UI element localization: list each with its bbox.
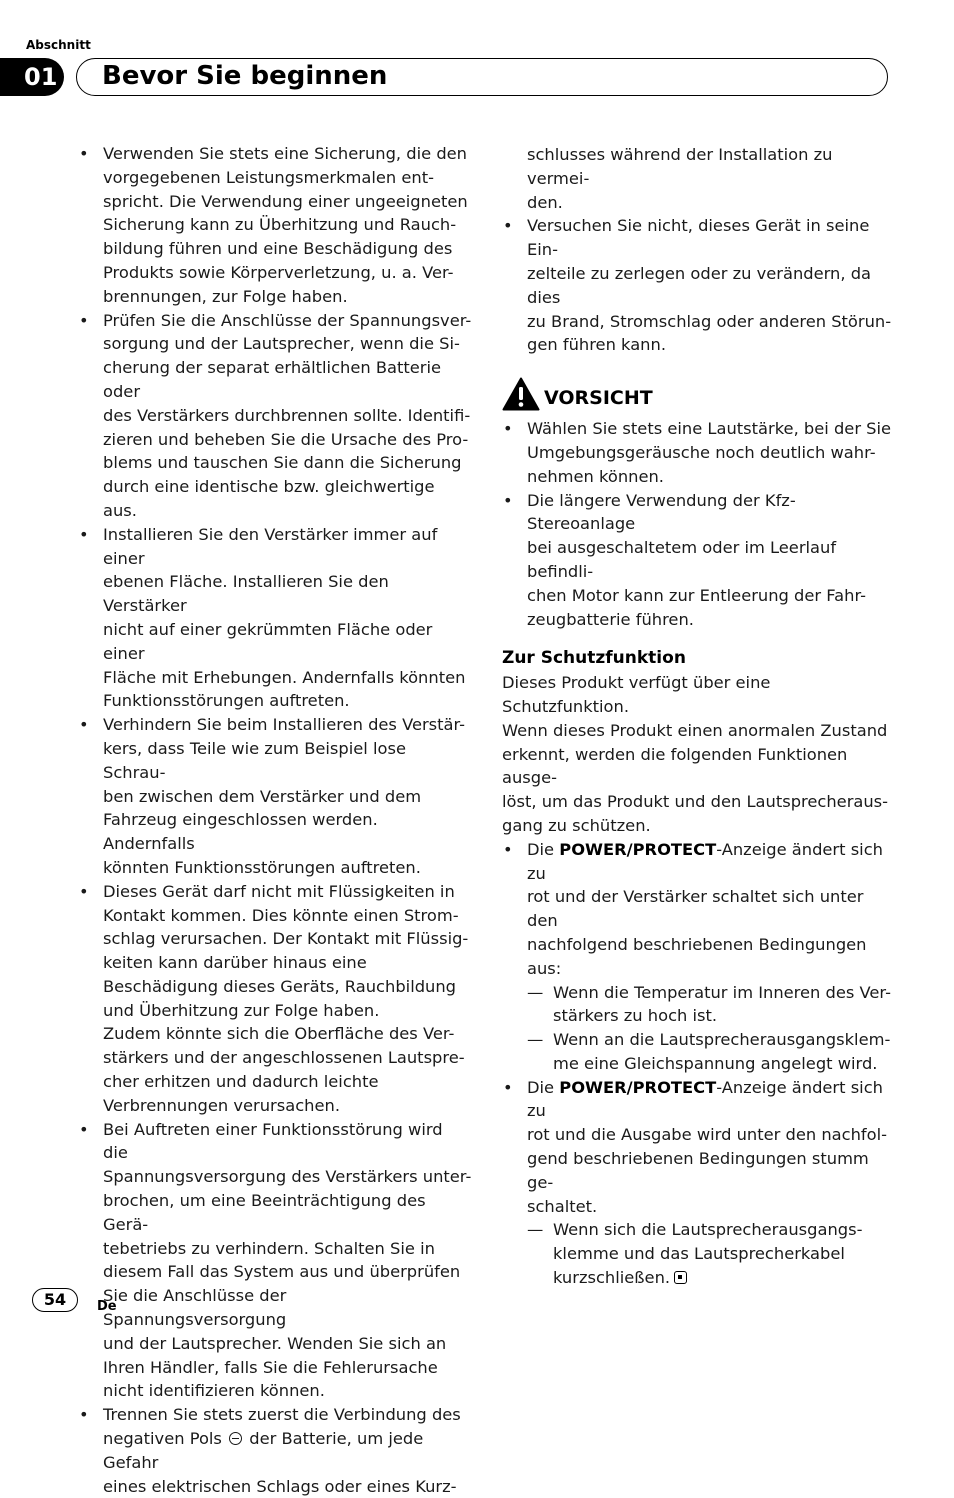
- line: könnten Funktionsstörungen auftreten.: [103, 857, 421, 877]
- line: erkennt, werden die folgenden Funktionen ausge-: [502, 744, 848, 788]
- list-item: [78, 309, 472, 523]
- line: Spannungsversorgung des Verstärkers unter-: [103, 1167, 472, 1187]
- line: des Verstärkers durchbrennen sollte. Identifi-: [103, 405, 471, 425]
- line: eines elektrischen Schlags oder eines Kurz-: [103, 1476, 457, 1496]
- line: und Überhitzung zur Folge haben.: [103, 1000, 380, 1020]
- line: Installieren Sie den Verstärker immer auf einer: [103, 524, 438, 568]
- line: ben zwischen dem Verstärker und dem: [103, 786, 422, 806]
- protection-intro: [502, 671, 894, 838]
- line: brennungen, zur Folge haben.: [103, 286, 348, 306]
- sub-item-lines: [553, 1218, 894, 1266]
- line: Wenn die Temperatur im Inneren des Ver-: [553, 982, 891, 1002]
- line: chen Motor kann zur Entleerung der Fahr-: [527, 585, 866, 605]
- line: Wenn sich die Lautsprecherausgangs-: [553, 1220, 863, 1240]
- line: tebetriebs zu verhindern. Schalten Sie in: [103, 1238, 435, 1258]
- line: zu Brand, Stromschlag oder anderen Störun-: [527, 311, 892, 331]
- end-of-section-icon: [674, 1271, 687, 1284]
- line: rot und die Ausgabe wird unter den nachfol-: [527, 1125, 887, 1145]
- chapter-title: Bevor Sie beginnen: [102, 61, 388, 91]
- line: aus:: [527, 958, 562, 978]
- line: brochen, um eine Beeinträchtigung des Gerä-: [103, 1191, 426, 1234]
- list-item: [502, 1076, 894, 1219]
- bullet: •: [503, 419, 513, 439]
- bullet: •: [79, 715, 89, 735]
- line: Dieses Gerät darf nicht mit Flüssigkeiten in: [103, 881, 455, 901]
- list-item: [502, 214, 894, 357]
- list-item: [78, 1118, 472, 1404]
- list-item: [78, 880, 472, 1118]
- line: bildung führen und eine Beschädigung des: [103, 239, 453, 259]
- list-item: [502, 489, 894, 632]
- line: ebenen Fläche. Installieren Sie den Verstärker: [103, 572, 389, 616]
- line: keiten kann darüber hinaus eine: [103, 953, 367, 973]
- bullet: •: [503, 1077, 513, 1097]
- list-item: [78, 1403, 472, 1498]
- dash: —: [527, 1220, 544, 1240]
- bullet: •: [503, 490, 513, 510]
- line: Umgebungsgeräusche noch deutlich wahr-: [527, 442, 876, 462]
- line: schaltet.: [527, 1196, 598, 1216]
- protection-heading: Zur Schutzfunktion: [502, 648, 686, 669]
- line: gang zu schützen.: [502, 815, 651, 835]
- bullet: •: [79, 310, 89, 330]
- line: Verhindern Sie beim Installieren des Verstär-: [103, 715, 466, 735]
- minus-circle-icon: [229, 1432, 242, 1445]
- line: zeugbatterie führen.: [527, 609, 694, 629]
- line: Sicherung kann zu Überhitzung und Rauch-: [103, 215, 457, 235]
- bullet: •: [503, 216, 513, 236]
- indicator-name: POWER/PROTECT: [559, 1077, 717, 1097]
- text: -Anzeige ändert sich zu: [527, 1077, 883, 1121]
- left-bullet-list: [78, 142, 472, 1403]
- right-column: [502, 143, 894, 1290]
- text: der Batterie, um jede Gefahr: [103, 1429, 424, 1472]
- indicator-name: POWER/PROTECT: [559, 839, 717, 859]
- line: blems und tauschen Sie dann die Sicherung: [103, 453, 462, 473]
- line: Sie die Anschlüsse der Spannungsversorgung: [103, 1286, 287, 1330]
- continued-paragraph: [502, 143, 894, 214]
- section-label: Abschnitt: [26, 38, 91, 52]
- line: zieren und beheben Sie die Ursache des Pro-: [103, 429, 469, 449]
- right-bullet-list: [502, 214, 894, 357]
- line: löst, um das Produkt und den Lautsprecheraus-: [502, 792, 889, 812]
- chapter-title-box: [76, 58, 888, 96]
- line: Prüfen Sie die Anschlüsse der Spannungsver-: [103, 310, 472, 330]
- line: gend beschriebenen Bedingungen stumm ge-: [527, 1149, 869, 1192]
- line: [103, 1427, 472, 1475]
- text: kurzschließen.: [553, 1268, 671, 1288]
- line: Zudem könnte sich die Oberfläche des Ver-: [103, 1024, 455, 1044]
- line: sorgung und der Lautsprecher, wenn die Si-: [103, 334, 460, 354]
- list-item: [78, 523, 472, 713]
- list-item: [78, 142, 472, 309]
- text: negativen Pols: [103, 1429, 222, 1449]
- sub-item: [502, 1028, 894, 1076]
- line: Die längere Verwendung der Kfz-Stereoanlage: [527, 490, 796, 534]
- line: Wenn an die Lautsprecherausgangsklem-: [553, 1030, 891, 1050]
- bullet: •: [79, 881, 89, 901]
- line: cherung der separat erhältlichen Batterie oder: [103, 358, 442, 401]
- bullet: •: [79, 1119, 89, 1139]
- text: -Anzeige ändert sich zu: [527, 839, 883, 883]
- line: Ihren Händler, falls Sie die Fehlerursache: [103, 1357, 438, 1377]
- dash: —: [527, 982, 544, 1002]
- line: Funktionsstörungen auftreten.: [103, 691, 350, 711]
- sub-item: [502, 981, 894, 1029]
- list-item: [78, 713, 472, 880]
- text: Die: [527, 839, 555, 859]
- warning-title: VORSICHT: [544, 387, 653, 410]
- warning-triangle-icon: [502, 377, 540, 411]
- line: Dieses Produkt verfügt über eine Schutzfunktion.: [502, 673, 771, 716]
- text: Die: [527, 1077, 555, 1097]
- line: diesem Fall das System aus und überprüfen: [103, 1262, 461, 1282]
- line: Wählen Sie stets eine Lautstärke, bei der Sie: [527, 419, 892, 439]
- line: klemme und das Lautsprecherkabel: [553, 1244, 845, 1264]
- line: vorgegebenen Leistungsmerkmalen ent-: [103, 167, 434, 187]
- line: spricht. Die Verwendung einer ungeeigneten: [103, 191, 468, 211]
- page-number: 54: [32, 1288, 78, 1312]
- line: schlusses während der Installation zu vermei-: [527, 145, 833, 188]
- line: Versuchen Sie nicht, dieses Gerät in seine Ein-: [527, 216, 870, 260]
- sub-item: [502, 1218, 894, 1289]
- line: bei ausgeschaltetem oder im Leerlauf befindli-: [527, 538, 837, 581]
- item-lines: [527, 885, 894, 980]
- line: nicht identifizieren können.: [103, 1381, 325, 1401]
- line: Kontakt kommen. Dies könnte einen Strom-: [103, 905, 459, 925]
- line: Verbrennungen verursachen.: [103, 1095, 340, 1115]
- line: und der Lautsprecher. Wenden Sie sich an: [103, 1333, 447, 1353]
- warning-list: [502, 417, 894, 631]
- line: [553, 1266, 894, 1290]
- line: [527, 1076, 894, 1124]
- line: zelteile zu zerlegen oder zu verändern, da dies: [527, 263, 872, 307]
- bullet: •: [79, 524, 89, 544]
- line: nachfolgend beschriebenen Bedingungen: [527, 934, 867, 954]
- line: durch eine identische bzw. gleichwertige aus.: [103, 477, 435, 520]
- item-lines: [527, 1123, 894, 1218]
- line: nehmen können.: [527, 466, 664, 486]
- line: kers, dass Teile wie zum Beispiel lose Schrau-: [103, 738, 406, 782]
- line: cher erhitzen und dadurch leichte: [103, 1072, 379, 1092]
- bullet: •: [79, 144, 89, 163]
- line: Bei Auftreten einer Funktionsstörung wird die: [103, 1119, 443, 1163]
- line: Beschädigung dieses Geräts, Rauchbildung: [103, 976, 457, 996]
- line: den.: [527, 192, 563, 212]
- line: stärkers zu hoch ist.: [553, 1006, 718, 1026]
- left-column: [78, 142, 472, 1498]
- line: Produkts sowie Körperverletzung, u. a. Ver-: [103, 262, 454, 282]
- line: Trennen Sie stets zuerst die Verbindung des: [103, 1405, 461, 1425]
- list-item: [502, 417, 894, 488]
- bullet: •: [503, 839, 513, 859]
- line: Fahrzeug eingeschlossen werden. Andernfalls: [103, 810, 378, 854]
- line: gen führen kann.: [527, 335, 666, 355]
- line: Verwenden Sie stets eine Sicherung, die den: [103, 144, 467, 163]
- line: Wenn dieses Produkt einen anormalen Zustand: [502, 720, 888, 740]
- line: [527, 838, 894, 886]
- warning-header: [502, 377, 894, 417]
- chapter-number: 01: [0, 58, 64, 96]
- line: stärkers und der angeschlossenen Lautspre-: [103, 1048, 465, 1068]
- line: nicht auf einer gekrümmten Fläche oder einer: [103, 619, 433, 663]
- list-item: [502, 838, 894, 981]
- line: schlag verursachen. Der Kontakt mit Flüssig-: [103, 929, 469, 949]
- sub-list: [502, 981, 894, 1076]
- line: me eine Gleichspannung angelegt wird.: [553, 1053, 878, 1073]
- dash: —: [527, 1030, 544, 1050]
- language-code: De: [97, 1299, 117, 1314]
- bullet: •: [79, 1405, 89, 1425]
- line: rot und der Verstärker schaltet sich unter den: [527, 887, 864, 931]
- line: Fläche mit Erhebungen. Andernfalls könnten: [103, 667, 466, 687]
